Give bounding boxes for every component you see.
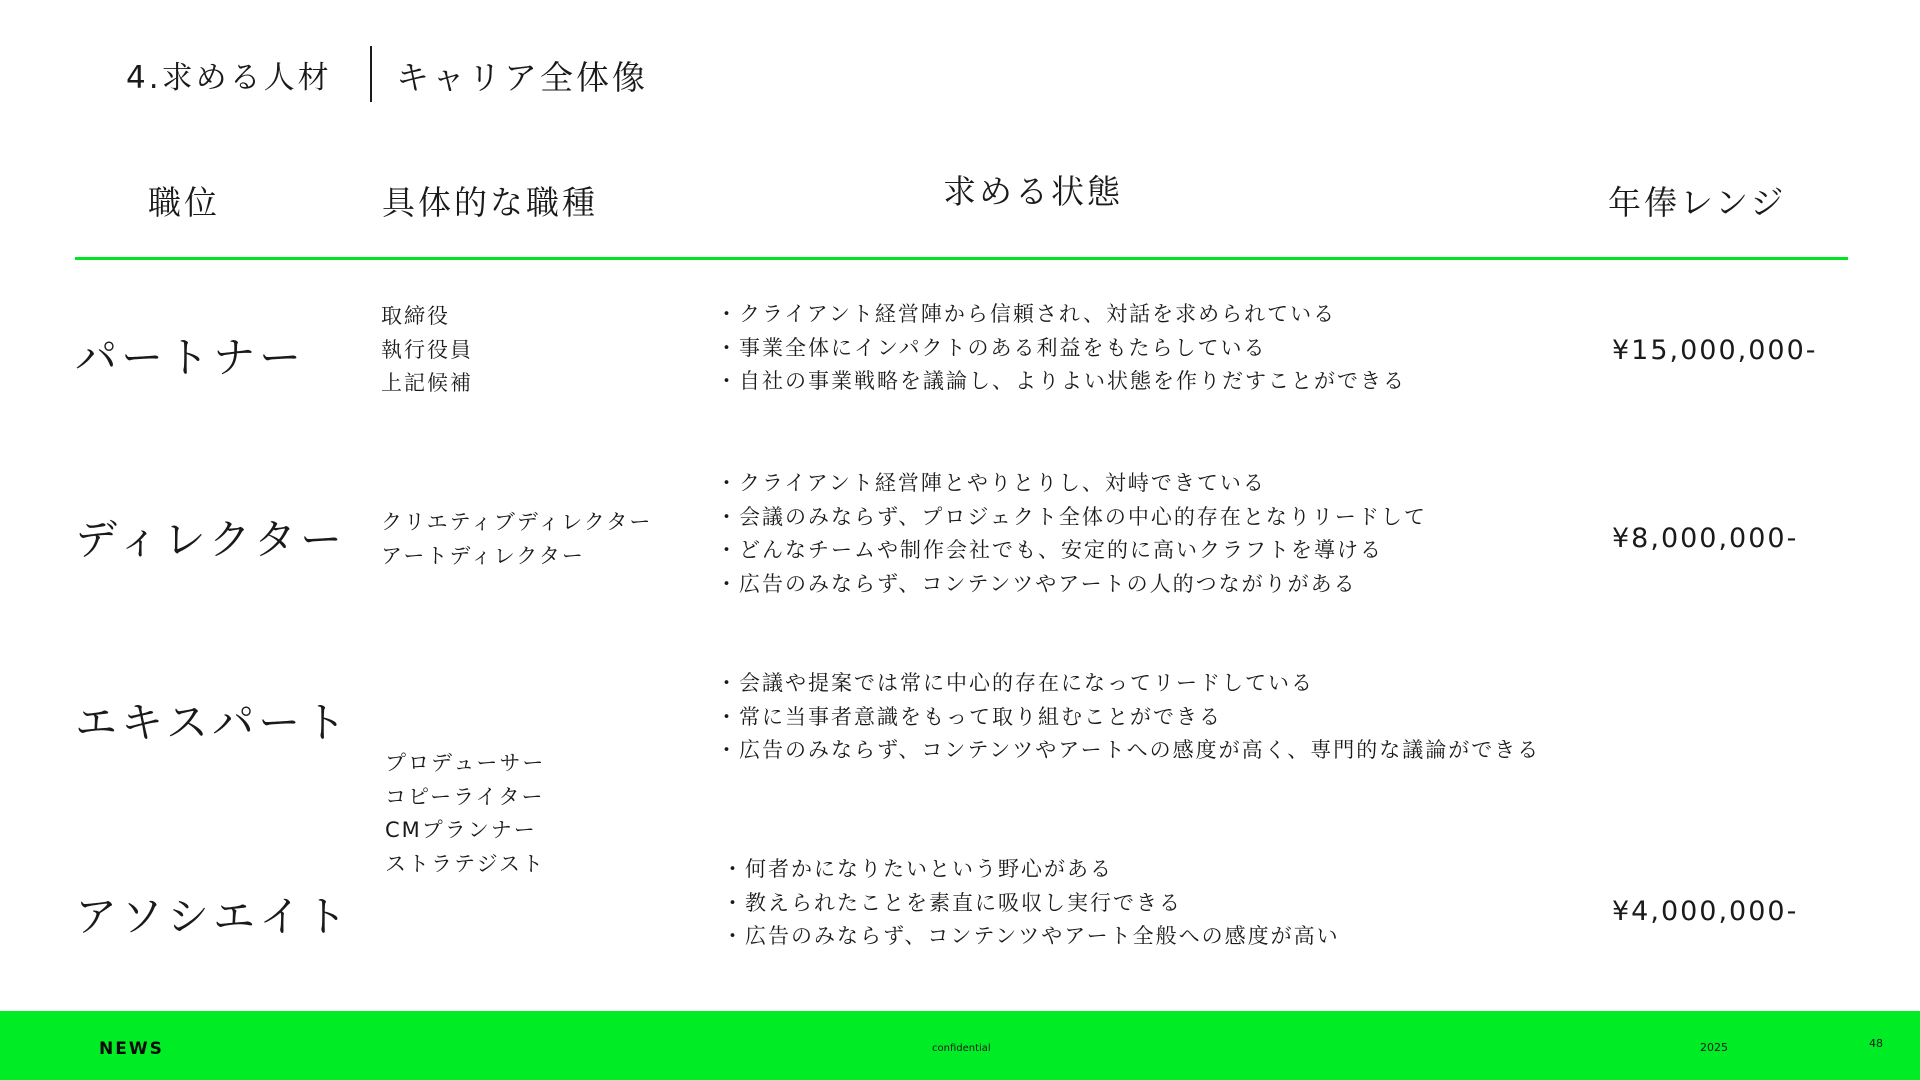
job-item: 執行役員 (381, 337, 473, 362)
job-item: プロデューサー (385, 751, 546, 775)
job-item: ストラテジスト (385, 851, 545, 876)
requirement-item: ・広告のみならず、コンテンツやアートへの感度が高く、専門的な議論ができる (716, 738, 1541, 762)
job-item: コピーライター (385, 784, 545, 809)
page-number: 48 (1869, 1037, 1883, 1050)
requirements-associate (722, 853, 1340, 954)
job-item: アートディレクター (381, 543, 585, 568)
column-header-salary: 年俸レンジ (1608, 183, 1787, 222)
job-item: 取締役 (381, 304, 450, 328)
requirement-item: ・会議や提案では常に中心的存在になってリードしている (716, 671, 1314, 695)
confidential-label: confidential (932, 1043, 991, 1054)
requirement-item: ・教えられたことを素直に吸収し実行できる (722, 890, 1182, 915)
requirement-item: ・クライアント経営陣から信頼され、対話を求められている (716, 302, 1337, 326)
section-label: 4.求める人材 (126, 60, 332, 96)
requirement-item: ・自社の事業戦略を議論し、よりよい状態を作りだすことができる (716, 369, 1406, 393)
salary-director: ¥8,000,000- (1612, 523, 1799, 554)
column-header-job-types: 具体的な職種 (382, 183, 598, 222)
role-director: ディレクター (75, 515, 346, 564)
requirements-director (716, 467, 1427, 601)
salary-associate: ¥4,000,000- (1612, 896, 1799, 927)
requirement-item: ・事業全体にインパクトのある利益をもたらしている (716, 335, 1267, 360)
jobs-director (381, 506, 652, 573)
column-header-position: 職位 (148, 183, 220, 222)
column-header-state: 求める状態 (943, 172, 1123, 211)
requirements-expert (716, 667, 1540, 768)
job-item: CMプランナー (385, 818, 537, 842)
requirement-item: ・広告のみならず、コンテンツやアートの人的つながりがある (716, 571, 1357, 596)
job-item: 上記候補 (381, 371, 473, 395)
brand-logo: NEWS (99, 1039, 164, 1059)
page-title: キャリア全体像 (396, 58, 648, 97)
jobs-expert-associate (385, 747, 545, 881)
requirement-item: ・何者かになりたいという野心がある (722, 857, 1113, 881)
requirement-item: ・どんなチームや制作会社でも、安定的に高いクラフトを導ける (716, 538, 1383, 562)
requirements-partner (716, 298, 1406, 399)
role-partner: パートナー (75, 333, 306, 382)
salary-partner: ¥15,000,000- (1612, 335, 1818, 366)
footer-year: 2025 (1700, 1041, 1728, 1054)
role-expert: エキスパート (75, 698, 351, 747)
requirement-item: ・クライアント経営陣とやりとりし、対峙できている (716, 471, 1266, 495)
header-divider (370, 46, 372, 102)
jobs-partner (381, 300, 473, 401)
requirement-item: ・常に当事者意識をもって取り組むことができる (716, 704, 1222, 729)
requirement-item: ・広告のみならず、コンテンツやアート全般への感度が高い (722, 924, 1340, 948)
requirement-item: ・会議のみならず、プロジェクト全体の中心的存在となりリードして (716, 504, 1427, 529)
job-item: クリエティブディレクター (381, 510, 653, 534)
header-rule (75, 257, 1848, 260)
footer-bar (0, 1011, 1920, 1080)
role-associate: アソシエイト (75, 892, 352, 941)
